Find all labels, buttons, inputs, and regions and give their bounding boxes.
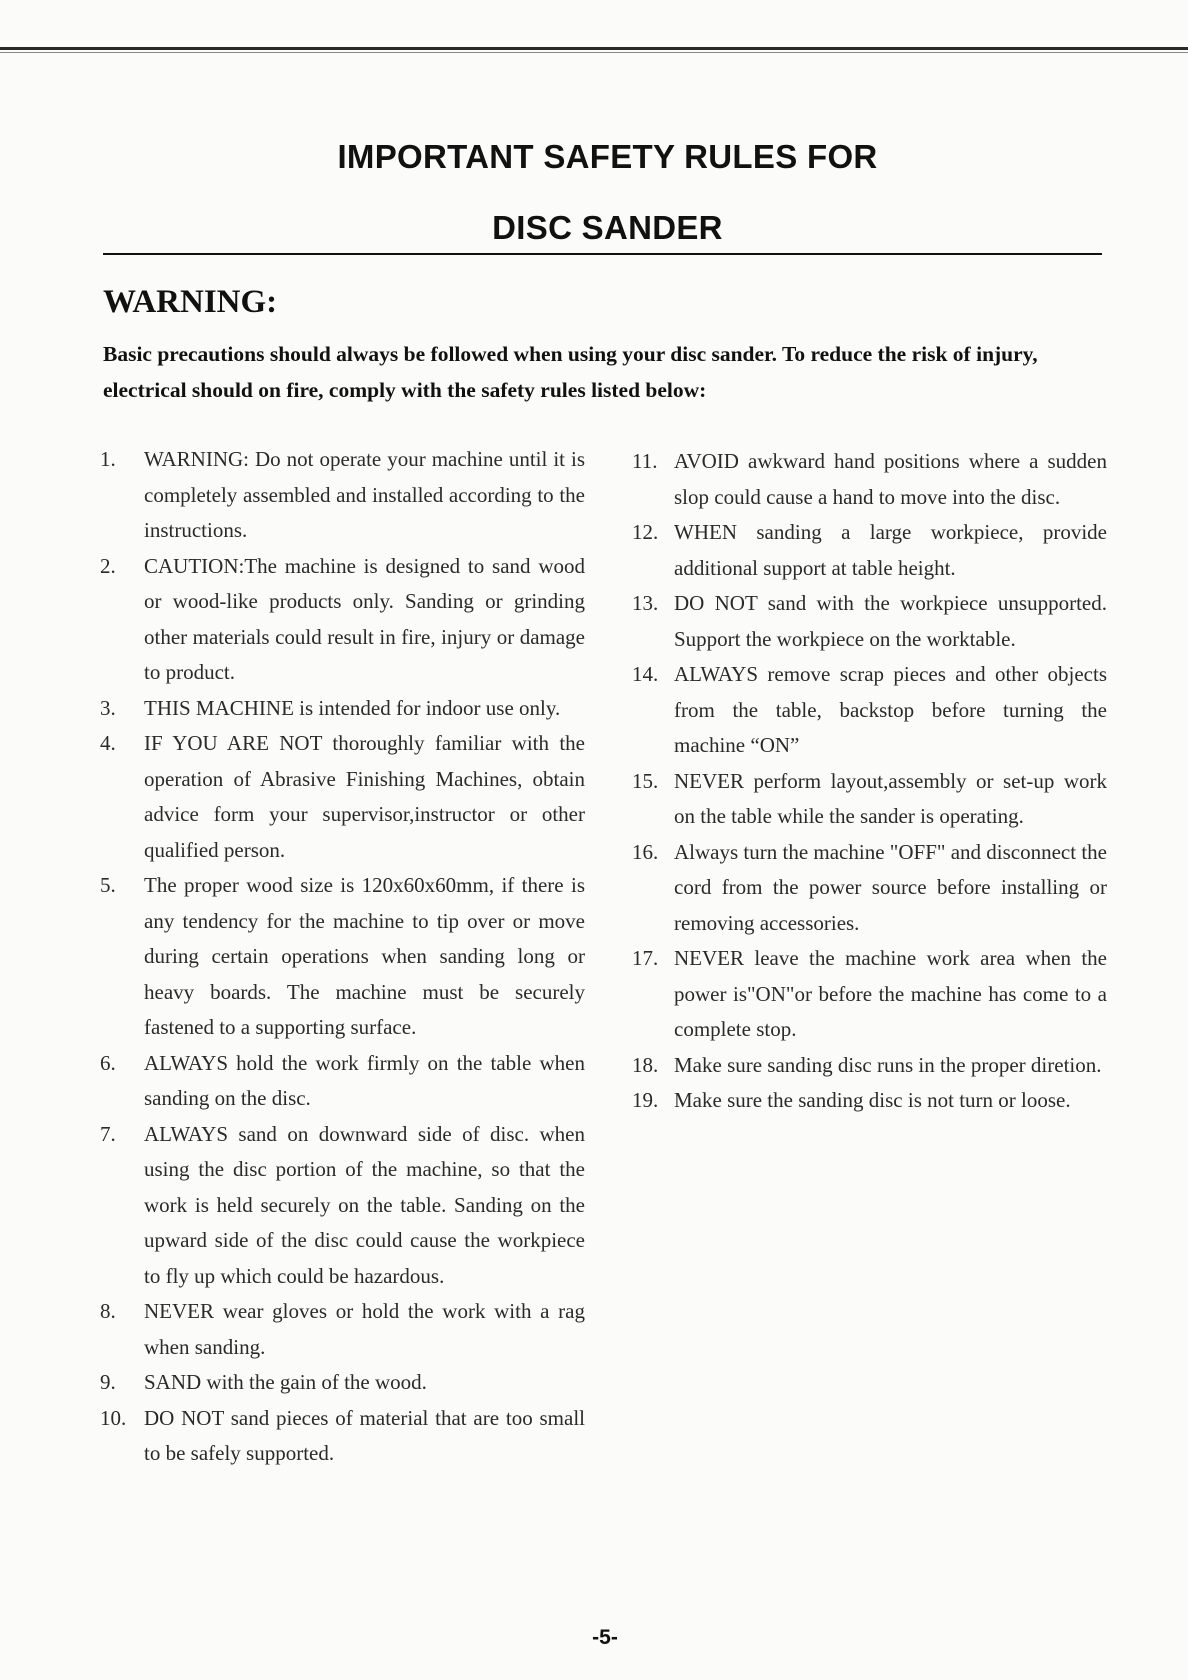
rule-number: 11. <box>632 449 658 473</box>
rule-item <box>632 657 1107 764</box>
top-border-rule-thin <box>0 52 1188 53</box>
rule-text: WARNING: Do not operate your machine until it is completely assembled and installed according to the instructions. <box>144 447 585 542</box>
page-title-line2: DISC SANDER <box>492 209 723 246</box>
rule-text: NEVER wear gloves or hold the work with a rag when sanding. <box>144 1299 585 1359</box>
rule-item <box>100 691 585 727</box>
rule-number: 15. <box>632 768 659 793</box>
rule-number: 2. <box>100 553 116 578</box>
rule-text: THIS MACHINE is intended for indoor use only. <box>144 695 561 720</box>
rule-number: 14. <box>632 662 659 686</box>
rule-item <box>100 1365 585 1401</box>
page-number: -5- <box>592 1626 618 1649</box>
rule-item <box>632 444 1107 515</box>
rule-item <box>100 868 585 1046</box>
rule-item <box>100 549 585 691</box>
rule-text: WHEN sanding a large workpiece, provide additional support at table height. <box>674 520 1107 580</box>
rule-text: CAUTION:The machine is designed to sand wood or wood-like products only. Sanding or grinding other materials could result in fire, injury or damage to product. <box>144 553 585 684</box>
rules-column-left <box>100 442 585 1472</box>
rule-text: ALWAYS remove scrap pieces and other objects from the table, backstop before turning the machine “ON” <box>674 662 1107 757</box>
rule-item <box>100 1401 585 1472</box>
rule-text: NEVER leave the machine work area when the power is"ON"or before the machine has come to a complete stop. <box>674 946 1107 1041</box>
rule-number: 8. <box>100 1299 116 1323</box>
rule-text: AVOID awkward hand positions where a sudden slop could cause a hand to move into the disc. <box>674 449 1107 509</box>
rule-text: Always turn the machine "OFF" and disconnect the cord from the power source before installing or removing accessories. <box>674 839 1107 935</box>
warning-heading: WARNING: <box>103 284 278 320</box>
rule-item <box>632 1048 1107 1084</box>
rule-item <box>632 764 1107 835</box>
rule-text: Make sure the sanding disc is not turn or loose. <box>674 1088 1071 1112</box>
rule-number: 12. <box>632 520 659 544</box>
rule-number: 17. <box>632 946 659 970</box>
rule-number: 13. <box>632 591 659 615</box>
rule-item <box>632 1083 1107 1119</box>
rule-number: 6. <box>100 1050 116 1075</box>
rule-text: NEVER perform layout,assembly or set-up work on the table while the sander is operating. <box>674 768 1107 828</box>
warning-intro: Basic precautions should always be followed when using your disc sander. To reduce the risk of injury, electrical should on fire, comply with the safety rules listed below: <box>103 342 1038 402</box>
rule-item <box>100 726 585 868</box>
rule-item <box>632 586 1107 657</box>
rule-item <box>100 1117 585 1295</box>
rule-item <box>100 1294 585 1365</box>
rule-item <box>632 941 1107 1048</box>
rule-text: Make sure sanding disc runs in the proper diretion. <box>674 1052 1102 1077</box>
rule-number: 16. <box>632 839 659 864</box>
title-underline <box>103 253 1102 255</box>
rule-number: 4. <box>100 731 116 755</box>
rule-text: SAND with the gain of the wood. <box>144 1370 427 1394</box>
top-border-rule <box>0 47 1188 50</box>
rule-item <box>100 442 585 549</box>
rule-text: DO NOT sand pieces of material that are too small to be safely supported. <box>144 1405 585 1465</box>
rule-item <box>632 835 1107 942</box>
rule-text: DO NOT sand with the workpiece unsupported. Support the workpiece on the worktable. <box>674 591 1107 651</box>
rule-text: IF YOU ARE NOT thoroughly familiar with the operation of Abrasive Finishing Machines, obtain advice form your supervisor,instructor or other qualified person. <box>144 731 585 862</box>
rule-number: 5. <box>100 873 116 897</box>
rule-number: 9. <box>100 1370 116 1394</box>
rule-item <box>632 515 1107 586</box>
rule-text: ALWAYS sand on downward side of disc. when using the disc portion of the machine, so that the work is held securely on the table. Sanding on the upward side of the disc could cause the workpiece to fly up which could be hazardous. <box>144 1121 585 1288</box>
page-title-line1: IMPORTANT SAFETY RULES FOR <box>337 138 878 175</box>
rules-column-right <box>632 444 1107 1119</box>
rule-number: 10. <box>100 1405 127 1430</box>
rule-number: 7. <box>100 1121 116 1146</box>
rule-text: The proper wood size is 120x60x60mm, if there is any tendency for the machine to tip over or move during certain operations when sanding long or heavy boards. The machine must be securely fastened to a supporting surface. <box>144 873 585 1039</box>
rule-number: 3. <box>100 695 116 720</box>
rule-item <box>100 1046 585 1117</box>
rule-text: ALWAYS hold the work firmly on the table when sanding on the disc. <box>144 1050 585 1110</box>
rule-number: 19. <box>632 1088 659 1112</box>
rule-number: 18. <box>632 1052 659 1077</box>
rule-number: 1. <box>100 447 116 471</box>
